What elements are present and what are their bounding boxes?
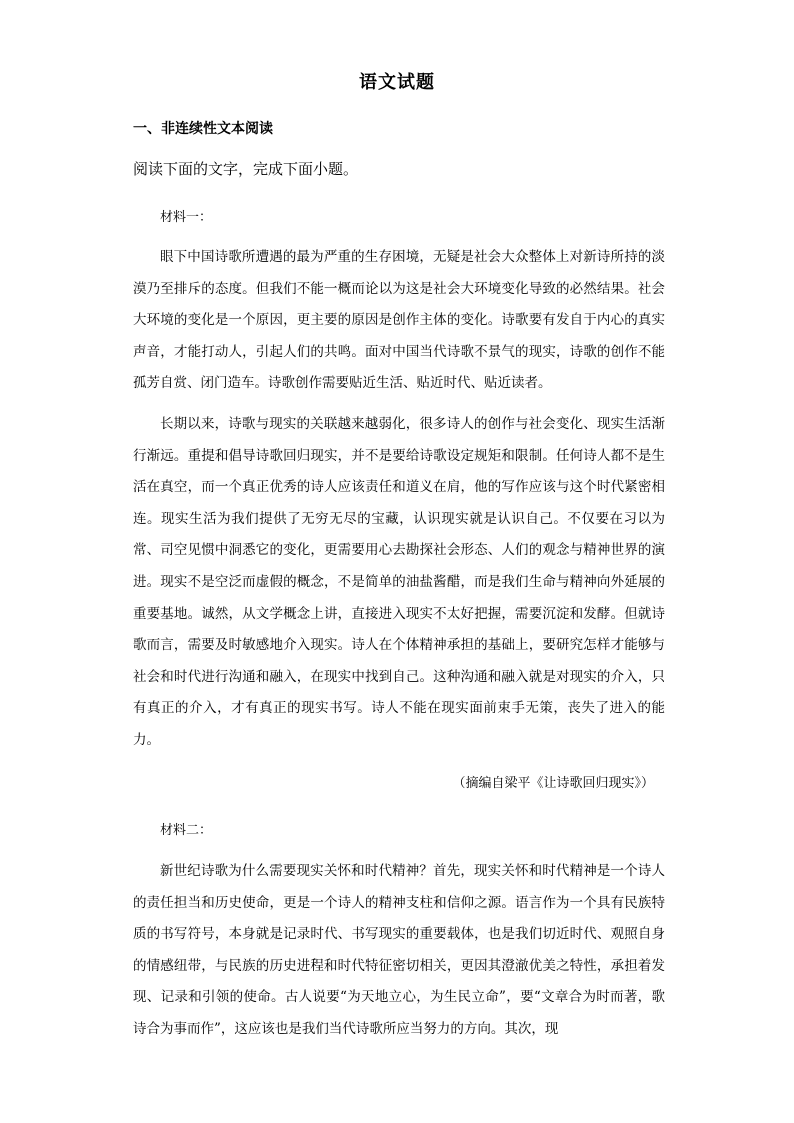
material-two-paragraph-1: 新世纪诗歌为什么需要现实关怀和时代精神？首先，现实关怀和时代精神是一个诗人的责任担当和历史使命，更是一个诗人的精神支柱和信仰之源。语言作为一个具有民族特质的书写符号，本身就是记录时代、书写现实的重要载体，也是我们切近时代、观照自身的情感纽带，与民族的历史进程和时代特征密切相关，更因其澄澈优美之特性，承担着发现、记录和引领的使命。古人说要“为天地立心，为生民立命”，要“文章合为时而著，歌诗合为事而作”，这应该也是我们当代诗歌所应当努力的方向。其次，现 [133, 863, 665, 1037]
reading-instruction: 阅读下面的文字，完成下面小题。 [133, 160, 359, 178]
page-title: 语文试题 [359, 72, 435, 93]
material-one-paragraph-2: 长期以来，诗歌与现实的关联越来越弱化，很多诗人的创作与社会变化、现实生活渐行渐远。重提和倡导诗歌回归现实，并不是要给诗歌设定规矩和限制。任何诗人都不是生活在真空，而一个真正优秀的诗人应该责任和道义在肩，他的写作应该与这个时代紧密相连。现实生活为我们提供了无穷无尽的宝藏，认识现实就是认识自己。不仅要在习以为常、司空见惯中洞悉它的变化，更需要用心去勘探社会形态、人们的观念与精神世界的演进。现实不是空泛而虚假的概念，不是简单的油盐酱醋，而是我们生命与精神向外延展的重要基地。诚然，从文学概念上讲，直接进入现实不太好把握，需要沉淀和发酵。但就诗歌而言，需要及时敏感地介入现实。诗人在个体精神承担的基础上，要研究怎样才能够与社会和时代进行沟通和融入，在现实中找到自己。这种沟通和融入就是对现实的介入，只有真正的介入，才有真正的现实书写。诗人不能在现实面前束手无策，丧失了进入的能力。 [133, 416, 665, 748]
material-two-label: 材料二： [160, 823, 213, 838]
material-one-label: 材料一： [160, 210, 213, 225]
section-heading: 一、非连续性文本阅读 [133, 121, 273, 137]
material-one-source: （摘编自梁平《让诗歌回归现实》） [452, 776, 654, 791]
material-one-paragraph-1: 眼下中国诗歌所遭遇的最为严重的生存困境，无疑是社会大众整体上对新诗所持的淡漠乃至排斥的态度。但我们不能一概而论以为这是社会大环境变化导致的必然结果。社会大环境的变化是一个原因，更主要的原因是创作主体的变化。诗歌要有发自于内心的真实声音，才能打动人，引起人们的共鸣。面对中国当代诗歌不景气的现实，诗歌的创作不能孤芳自赏、闭门造车。诗歌创作需要贴近生活、贴近时代、贴近读者。 [133, 249, 665, 392]
